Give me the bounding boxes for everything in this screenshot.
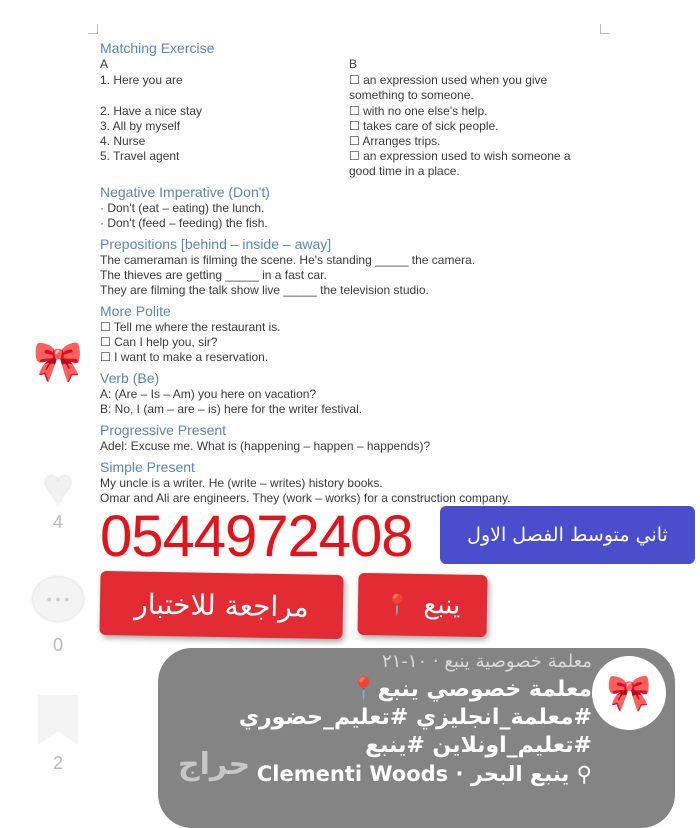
column-b-label: B xyxy=(349,57,358,71)
match-b-item: ☐ with no one else's help. xyxy=(349,104,488,118)
exercise-line: ☐ Tell me where the restaurant is. xyxy=(100,320,281,334)
exercise-line: · Don't (feed – feeding) the fish. xyxy=(100,216,268,230)
like-count: 4 xyxy=(52,512,63,532)
location-pin-icon: 📍 xyxy=(384,592,410,617)
exercise-line: Omar and Ali are engineers. They (work – works) for a construction company. xyxy=(100,491,511,505)
match-a-item: 5. Travel agent xyxy=(100,149,180,163)
section-title: Simple Present xyxy=(100,459,195,475)
match-a-item: 3. All by myself xyxy=(100,119,181,133)
page-corner xyxy=(88,24,98,34)
page-corner xyxy=(600,24,610,34)
section-title: Verb (Be) xyxy=(100,370,160,386)
heart-icon: ♥ xyxy=(43,459,73,515)
city-label-text: ينبع xyxy=(423,590,461,621)
exercise-line: The thieves are getting _____ in a fast car. xyxy=(100,268,327,282)
caption-hashtags: #معلمة_انجليزي #تعليم_حضوري xyxy=(238,705,592,730)
location-text: ينبع البحر · Clementi Woods xyxy=(256,762,570,786)
match-b-item: ☐ Arranges trips. xyxy=(349,134,441,148)
caption-hashtags: #تعليم_اونلاين #ينبع xyxy=(365,733,592,758)
location-pin-icon: ⚲ xyxy=(569,762,592,786)
exercise-line: ☐ I want to make a reservation. xyxy=(100,350,269,364)
bow-icon: 🎀 xyxy=(606,672,652,713)
match-a-item: 1. Here you are xyxy=(100,73,183,87)
match-b-item: ☐ takes care of sick people. xyxy=(349,119,499,133)
section-title: Progressive Present xyxy=(100,422,227,438)
section-title: Negative Imperative (Don't) xyxy=(100,184,270,200)
bookmark-icon xyxy=(38,695,78,745)
author-avatar[interactable] xyxy=(592,656,666,730)
exercise-line: · Don't (eat – eating) the lunch. xyxy=(100,201,265,215)
section-title: More Polite xyxy=(100,303,171,319)
comment-count: 0 xyxy=(52,635,63,655)
comment-bubble-icon: • • • xyxy=(33,577,83,621)
exercise-line: Adel: Excuse me. What is (happening – happen – happends)? xyxy=(100,439,431,453)
match-b-item: good time in a place. xyxy=(349,164,460,178)
comment-button[interactable] xyxy=(30,577,86,656)
match-b-item: ☐ an expression used to wish someone a xyxy=(349,149,571,163)
exercise-line: My uncle is a writer. He (write – writes) history books. xyxy=(100,476,383,490)
exercise-line: A: (Are – Is – Am) you here on vacation? xyxy=(100,387,317,401)
exercise-line: The cameraman is filming the scene. He's standing _____ the camera. xyxy=(100,253,476,267)
exercise-line: They are filming the talk show live _____ the television studio. xyxy=(100,283,429,297)
match-a-item: 2. Have a nice stay xyxy=(100,104,203,118)
review-label: مراجعة للاختبار xyxy=(99,571,343,639)
match-a-item: 4. Nurse xyxy=(100,134,146,148)
section-title: Prepositions [behind – inside – away] xyxy=(100,236,332,252)
save-count: 2 xyxy=(52,753,63,773)
match-b-item: something to someone. xyxy=(349,88,474,102)
match-b-item: ☐ an expression used when you give xyxy=(349,73,548,87)
bow-icon: 🎀 xyxy=(33,340,83,384)
column-a-label: A xyxy=(100,57,109,71)
phone-number-overlay: 0544972408 xyxy=(100,504,413,569)
exercise-line: B: No, I (am – are – is) here for the writer festival. xyxy=(100,402,363,416)
watermark-logo: حراج xyxy=(178,747,251,782)
like-button[interactable] xyxy=(30,459,86,533)
post-location[interactable] xyxy=(257,762,592,786)
city-label xyxy=(357,573,487,637)
grade-label: ثاني متوسط الفصل الاول xyxy=(440,506,695,564)
post-meta: معلمة خصوصية ينبع · ١٠-٢١ xyxy=(382,651,592,672)
caption-line: معلمة خصوصي ينبع📍 xyxy=(350,677,592,702)
exercise-line: ☐ Can I help you, sir? xyxy=(100,335,218,349)
save-button[interactable] xyxy=(30,695,86,774)
section-title: Matching Exercise xyxy=(100,40,215,56)
